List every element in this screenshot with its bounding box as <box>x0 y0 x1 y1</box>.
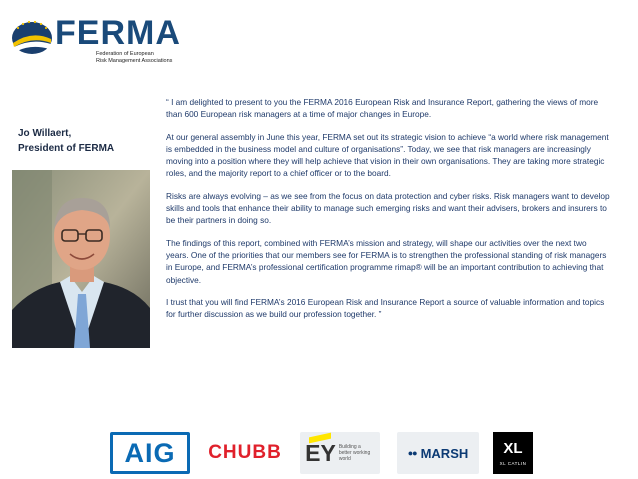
ey-tagline: Building a better working world <box>338 444 371 462</box>
aig-logo: AIG <box>110 432 190 474</box>
logo-tagline: Federation of European Risk Management Associations <box>96 51 173 64</box>
xl-catlin-logo <box>493 432 533 474</box>
ferma-globe-icon <box>10 16 54 56</box>
quote-paragraph: At our general assembly in June this year, FERMA set out its strategic vision to achieve “a world where risk management is embedded in the business model and culture of organisations”. Today, we see that risk managers are increasingly moving into a position where they will help achieve that vision in their own organisations. They are taking more strategic roles, and the majority report to a chief officer or to the board. <box>166 131 609 179</box>
ey-mark: EY <box>305 440 336 467</box>
xl-mark: XL <box>503 439 523 457</box>
speaker-role: President of FERMA <box>18 143 115 154</box>
marsh-dots-icon: ●● <box>407 448 417 458</box>
marsh-wordmark: MARSH <box>420 445 469 461</box>
speaker-caption <box>18 126 148 156</box>
quote-paragraph: I trust that you will find FERMA’s 2016 European Risk and Insurance Report a source of valuable information and topics for further discussion as we build our profession together. ” <box>166 297 605 320</box>
speaker-name: Jo Willaert, <box>18 128 72 139</box>
xl-catlin-name: XL CATLIN <box>499 460 527 466</box>
chubb-logo: CHUBB <box>208 442 282 463</box>
ferma-logo <box>10 14 180 64</box>
quote-paragraph: Risks are always evolving – as we see from the focus on data protection and cyber risks. Risk managers want to develop skills and tools that enhance their ability to manage such emerging risks and want their advisers, brokers and insurers to be their partners in doing so. <box>166 191 610 226</box>
marsh-logo <box>397 432 479 474</box>
president-quote <box>166 96 611 331</box>
quote-paragraph: “ I am delighted to present to you the FERMA 2016 European Risk and Insurance Report, gathering the views of more than 600 European risk managers at a time of major changes in Europe. <box>166 97 599 120</box>
logo-wordmark: FERMA <box>55 14 181 52</box>
ey-logo <box>300 432 380 474</box>
sponsor-logos <box>0 432 638 477</box>
quote-paragraph: The findings of this report, combined with FERMA’s mission and strategy, will shape our activities over the next two years. One of the priorities that our members see for FERMA is to strengthen the professional standing of risk managers in Europe, and FERMA’s professional certification programme rimap® will be an important contribution to achieving that objective. <box>166 238 607 285</box>
speaker-photo <box>12 170 150 348</box>
